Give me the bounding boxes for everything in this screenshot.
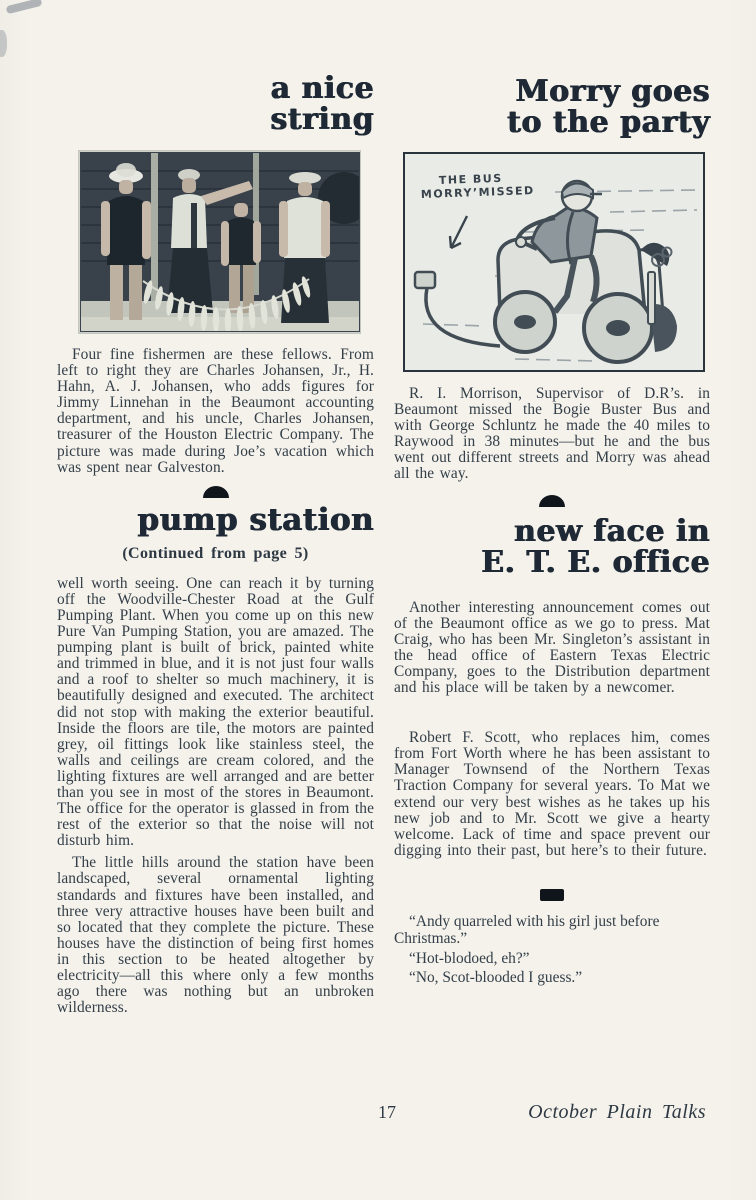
section-rectangle-ornament xyxy=(540,889,564,901)
headline-a-nice-string xyxy=(57,73,374,135)
publication-title: October Plain Talks xyxy=(528,1101,706,1123)
headline-morry-goes xyxy=(394,76,710,138)
continued-from-note: (Continued from page 5) xyxy=(122,544,309,562)
scan-mark-top-left xyxy=(6,0,43,14)
fishermen-caption: Four fine fishermen are these fellows. From left to right they are Charles Johansen, Jr., H. Hahn, A. J. Johansen, who adds figures for Jimmy Linnehan in the Beaumont accounting department, and his uncle, Charles Johansen, treasurer of the Houston Electric Company. The picture was made during Joe’s vacation which was spent near Galveston. xyxy=(57,346,374,476)
scan-mark-left-edge xyxy=(0,30,7,57)
headline-pump-station: pump station xyxy=(137,501,374,538)
fishermen-photo xyxy=(78,150,361,334)
page-number: 17 xyxy=(378,1102,396,1122)
joke-line-2: “Hot-blodoed, eh?” xyxy=(409,949,530,967)
headline-line: a nice xyxy=(270,71,374,106)
headline-line: E. T. E. office xyxy=(481,544,710,580)
section-dome-ornament xyxy=(203,486,229,498)
joke-line-1: “Andy quarreled with his girl just before Christmas.” xyxy=(394,912,660,948)
cartoon-label-text: THE BUS xyxy=(438,171,503,187)
new-face-paragraph-1: Another interesting announcement comes out of the Beaumont office as we go to press. Mat Craig, who has been Mr. Singleton’s assistant in the head office of Eastern Texas Electric Company, goes to the Distribution department and his place will be taken by a newcomer. xyxy=(394,598,710,697)
headline-line: string xyxy=(270,102,374,137)
new-face-paragraph-2: Robert F. Scott, who replaces him, comes from Fort Worth where he has been assistant to Manager Townsend of the Northern Texas Traction Company for several years. To Mat we extend our very best wishes as he takes up his new job and to Mr. Scott we give a hearty welcome. Lack of time and space prevent our digging into their past, but here’s to their future. xyxy=(394,729,710,859)
right-column xyxy=(394,76,710,987)
morry-paragraph: R. I. Morrison, Supervisor of D.R’s. in Beaumont missed the Bogie Buster Bus and with George Schluntz he made the 40 miles to Raywood in 38 minutes—but he and the bus went out different streets and Morry was ahead all the way. xyxy=(394,385,710,483)
section-dome-ornament xyxy=(539,495,565,507)
svg-text:MORRY’MISSED: MORRY’MISSED xyxy=(420,184,535,201)
joke-block xyxy=(394,913,710,987)
headline-line: to the party xyxy=(506,105,710,140)
headline-line: new face in xyxy=(513,513,710,549)
morry-cartoon xyxy=(403,152,705,372)
left-column xyxy=(57,73,374,1016)
morry-cartoon-image xyxy=(405,154,703,370)
fishermen-photo-image xyxy=(80,152,360,332)
headline-line: Morry goes xyxy=(515,74,710,109)
pump-station-paragraph-2: The little hills around the station have been landscaped, several ornamental lighting standards and fixtures have been installed, and three very attractive houses have been built and so located that they complete the picture. These houses have the distinction of being first homes in this section to be heated altogether by electricity—all this where only a few months ago there was nothing but an unbroken wilderness. xyxy=(57,854,374,1017)
joke-line-3: “No, Scot-blooded I guess.” xyxy=(409,969,583,987)
headline-new-face xyxy=(394,513,710,580)
pump-station-paragraph-1: well worth seeing. One can reach it by turning off the Woodville-Chester Road at the Gulf Pumping Plant. When you come up on this new Pure Van Pumping Station, you are amazed. The pumping plant is built of brick, painted white and trimmed in blue, and it is not just four walls and a roof to shelter so much machinery, it is beautifully designed and executed. The architect did not stop with making the exterior beautiful. Inside the floors are tile, the motors are painted grey, oil fittings look like stainless steel, the walls and ceilings are cream colored, and the lighting fixtures are well arranged and are better than you see in most of the stores in Beaumont. The office for the operator is glassed in from the rest of the exterior so that the noise will not disturb him. xyxy=(57,574,374,850)
